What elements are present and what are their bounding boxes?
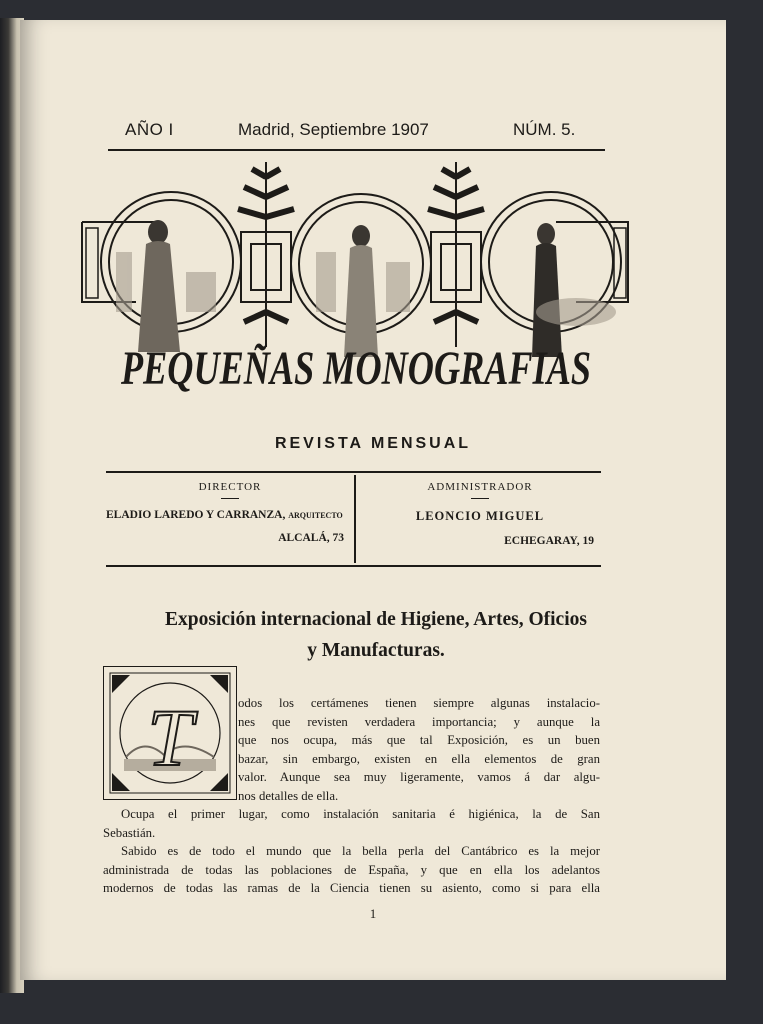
director-address: ALCALÁ, 73 <box>278 532 344 544</box>
decorated-initial <box>103 666 237 800</box>
title-banner-illustration <box>76 152 636 395</box>
body-line: nes que revisten verdadera importancia; y aunque la <box>238 714 600 729</box>
issue-year: AÑO I <box>125 120 174 139</box>
issue-date: Madrid, Septiembre 1907 <box>238 120 429 139</box>
admin-name: LEONCIO MIGUEL <box>415 509 545 523</box>
admin-role: ADMINISTRADOR <box>427 481 533 493</box>
initial-letter: T <box>147 692 193 783</box>
magazine-title: PEQUEÑAS MONOGRAFIAS <box>120 342 592 395</box>
body-line: Sebastián. <box>103 825 156 840</box>
body-line: valor. Aunque sea muy ligeramente, vamos á dar algu- <box>238 770 600 785</box>
masthead-rule <box>108 149 605 151</box>
magazine-subtitle: REVISTA MENSUAL <box>274 435 472 452</box>
director-name <box>106 509 354 521</box>
director-name-text: ELADIO LAREDO Y CARRANZA, <box>106 509 286 521</box>
role-dash <box>471 498 489 499</box>
body-line: odos los certámenes tienen siempre algunas instalacio- <box>238 696 600 710</box>
director-column <box>106 481 354 544</box>
initial-ornament <box>104 667 236 799</box>
staff-box <box>106 471 601 566</box>
body-line: Sabido es de todo el mundo que la bella perla del Cantábrico es la mejor <box>121 844 600 859</box>
body-line: Ocupa el primer lugar, como instalación sanitaria é higiénica, la de San <box>121 807 600 821</box>
body-line: que nos ocupa, más que tal Exposición, es un buen <box>238 733 600 748</box>
staff-bottom-rule <box>106 565 601 567</box>
article-body-continued <box>103 805 600 898</box>
article-body <box>238 694 600 806</box>
article-title-line-2: y Manufacturas. <box>307 640 445 661</box>
director-profession: ARQUITECTO <box>288 511 343 520</box>
masthead <box>108 120 608 142</box>
article-title-line-1: Exposición internacional de Higiene, Artes, Oficios <box>165 609 587 630</box>
admin-column <box>356 481 604 547</box>
issue-number: NÚM. 5. <box>513 120 576 139</box>
admin-address: ECHEGARAY, 19 <box>504 535 594 547</box>
body-line: nos detalles de ella. <box>238 788 339 803</box>
body-line: bazar, sin embargo, existen en ella elementos de gran <box>238 751 600 766</box>
body-line: administrada de todas las poblaciones de España, y que en ella los adelantos <box>103 862 600 877</box>
article-title <box>86 604 666 666</box>
magazine-page <box>20 20 726 980</box>
director-role: DIRECTOR <box>198 481 262 493</box>
role-dash <box>221 498 239 499</box>
body-line: modernos de todas las ramas de la Ciencia tienen su asiento, como si para ella <box>103 881 600 896</box>
page-number: 1 <box>369 906 377 921</box>
